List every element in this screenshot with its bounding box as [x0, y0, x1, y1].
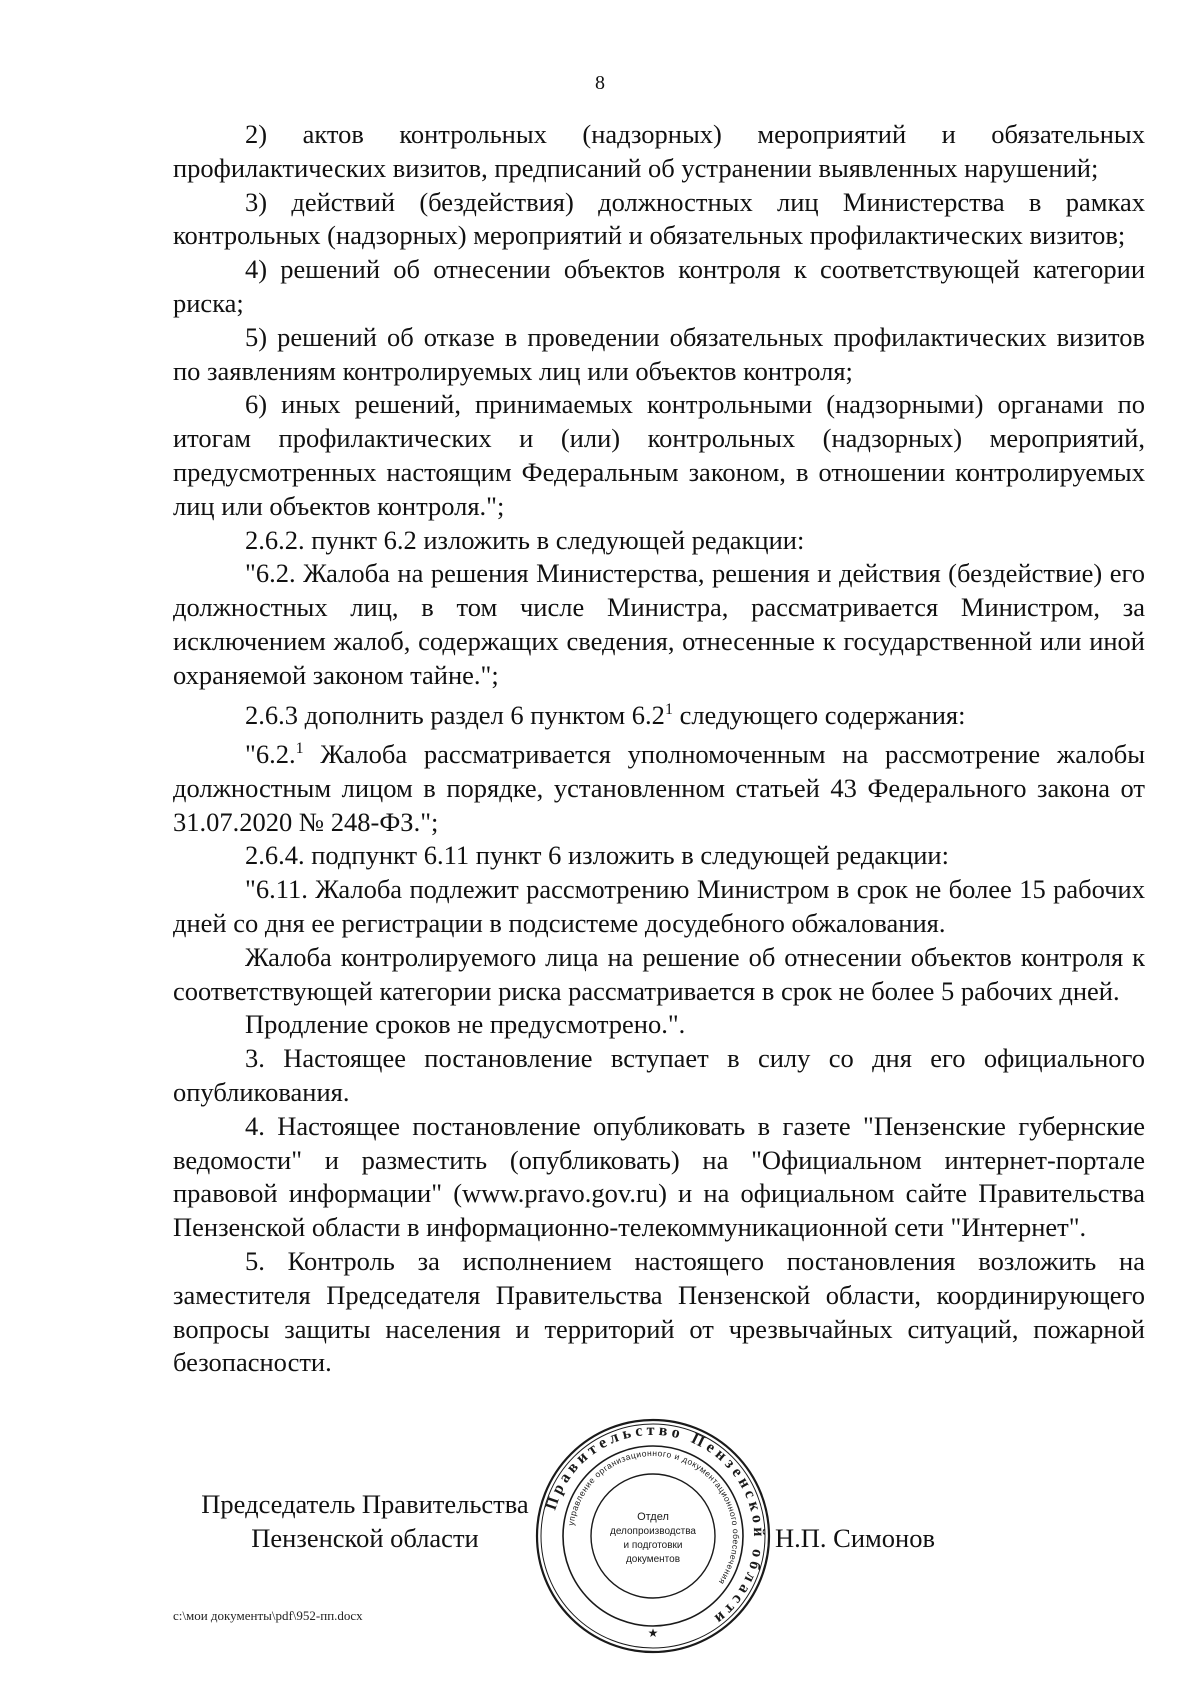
stamp-star-icon: ★: [647, 1626, 659, 1640]
paragraph: 4) решений об отнесении объектов контроля к соответствующей категории риска;: [173, 254, 1145, 318]
stamp-inner-text: управление организационного и документационного обеспечения: [565, 1447, 742, 1587]
paragraph: 3) действий (бездействия) должностных лиц Министерства в рамках контрольных (надзорных) мероприятий и обязательных профилактических визитов;: [173, 186, 1145, 251]
paragraph: 4. Настоящее постановление опубликовать в газете "Пензенские губернские ведомости" и разместить (опубликовать) на "Официальном интернет-портале правовой информации" (www.pravo.gov.ru) и на официальном сайте Правительства Пензенской области в информационно-телекоммуникационной сети "Интернет".: [173, 1110, 1145, 1243]
stamp-center-line: и подготовки: [623, 1540, 683, 1551]
paragraph-text: следующего содержания:: [672, 699, 966, 730]
signatory-name: Н.П. Симонов: [775, 1523, 935, 1553]
paragraph: 2.6.4. подпункт 6.11 пункт 6 изложить в следующей редакции:: [245, 840, 949, 871]
paragraph-621: [173, 732, 1145, 839]
paragraph: 2) актов контрольных (надзорных) мероприятий и обязательных профилактических визитов, предписаний об устранении выявленных нарушений;: [173, 119, 1145, 183]
paragraph: 6) иных решений, принимаемых контрольными (надзорными) органами по итогам профилактических и (или) контрольных (надзорных) мероприятий, предусмотренных настоящим Федеральным законом, в отношении контролируемых лиц или объектов контроля.";: [173, 389, 1145, 521]
document-body: [173, 118, 1145, 1380]
paragraph-text: 2.6.3 дополнить раздел 6 пунктом 6.2: [245, 699, 665, 730]
paragraph: "6.11. Жалоба подлежит рассмотрению Министром в срок не более 15 рабочих дней со дня ее регистрации в подсистеме досудебного обжалования.: [173, 874, 1145, 938]
position-line: Председатель Правительства: [201, 1489, 529, 1519]
paragraph: 5. Контроль за исполнением настоящего постановления возложить на заместителя Председателя Правительства Пензенской области, координирующего вопросы защиты населения и территорий от чрезвычайных ситуаций, пожарной безопасности.: [173, 1245, 1145, 1378]
stamp-center-line: делопроизводства: [609, 1526, 697, 1537]
official-stamp: [533, 1416, 773, 1656]
paragraph: "6.2. Жалоба на решения Министерства, решения и действия (бездействие) его должностных лиц, в том числе Министра, рассматривается Министром, за исключением жалоб, содержащих сведения, отнесенные к государственной или иной охраняемой законом тайне.";: [173, 558, 1145, 690]
paragraph-text: "6.2.: [245, 739, 296, 769]
superscript: 1: [295, 740, 304, 758]
paragraph: 3. Настоящее постановление вступает в силу со дня его официального опубликования.: [173, 1043, 1145, 1107]
paragraph-text: Жалоба рассматривается уполномоченным на рассмотрение жалобы должностным лицом в порядке, установленном статьей 43 Федерального закона от 31.07.2020 № 248-ФЗ.";: [173, 739, 1145, 837]
file-path: c:\мои документы\pdf\952-пп.docx: [173, 1608, 363, 1623]
stamp-center-line: Отдел: [637, 1511, 669, 1523]
paragraph: 5) решений об отказе в проведении обязательных профилактических визитов по заявлениям контролируемых лиц или объектов контроля;: [173, 321, 1145, 386]
paragraph: Жалоба контролируемого лица на решение об отнесении объектов контроля к соответствующей категории риска рассматривается в срок не более 5 рабочих дней.: [173, 941, 1145, 1006]
superscript: 1: [664, 700, 673, 718]
stamp-outer-text: Правительство Пензенской области: [542, 1421, 768, 1630]
paragraph: Продление сроков не предусмотрено.".: [245, 1009, 686, 1040]
stamp-center-line: документов: [625, 1554, 681, 1565]
page-number: 8: [595, 72, 605, 94]
signatory-position: [180, 1487, 550, 1555]
paragraph: 2.6.2. пункт 6.2 изложить в следующей редакции:: [245, 524, 805, 555]
paragraph-263: [173, 693, 1145, 733]
position-line: Пензенской области: [251, 1523, 479, 1553]
